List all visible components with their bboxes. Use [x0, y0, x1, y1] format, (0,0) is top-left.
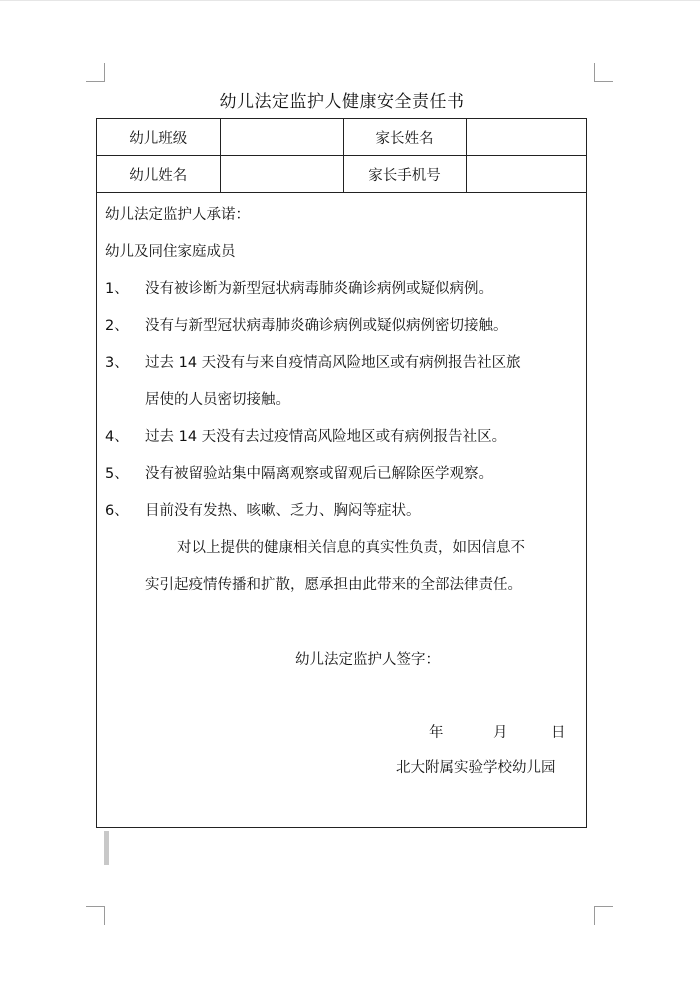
item-number: 5、: [105, 466, 129, 482]
signature-label: 幼儿法定监护人签字：: [295, 652, 440, 668]
item-number: 4、: [105, 429, 129, 445]
item-text: 没有被留验站集中隔离观察或留观后已解除医学观察。: [145, 466, 493, 482]
date-month: 月: [493, 725, 508, 741]
parent-name-label: 家长姓名: [343, 119, 466, 156]
parent-phone-label: 家长手机号: [343, 156, 466, 193]
date-day: 日: [551, 725, 566, 741]
pledge-form: [96, 118, 587, 828]
class-label: 幼儿班级: [97, 119, 220, 156]
parent-name-value-cell[interactable]: [466, 119, 586, 156]
pledge-heading: 幼儿法定监护人承诺：: [105, 207, 250, 223]
child-name-value-cell[interactable]: [220, 156, 343, 193]
item-text: 没有被诊断为新型冠状病毒肺炎确诊病例或疑似病例。: [145, 281, 493, 297]
date-year: 年: [429, 725, 444, 741]
parent-phone-value-cell[interactable]: [466, 156, 586, 193]
declaration-line-1: 对以上提供的健康相关信息的真实性负责，如因信息不: [177, 540, 525, 556]
school-name: 北大附属实验学校幼儿园: [396, 760, 556, 776]
item-text: 目前没有发热、咳嗽、乏力、胸闷等症状。: [145, 503, 421, 519]
crop-mark-bottom-right: [594, 906, 613, 925]
item-continuation: 居使的人员密切接触。: [145, 392, 290, 408]
item-number: 6、: [105, 503, 129, 519]
item-text: 过去 14 天没有与来自疫情高风险地区或有病例报告社区旅: [145, 355, 521, 371]
crop-mark-bottom-left: [86, 906, 105, 925]
item-text: 过去 14 天没有去过疫情高风险地区或有病例报告社区。: [145, 429, 507, 445]
table-row: [97, 119, 586, 156]
crop-mark-top-right: [594, 63, 613, 82]
class-value-cell[interactable]: [220, 119, 343, 156]
text-cursor-marker: [104, 831, 109, 865]
pledge-subject: 幼儿及同住家庭成员: [105, 244, 236, 260]
crop-mark-top-left: [86, 63, 105, 82]
item-number: 1、: [105, 281, 129, 297]
table-row: [97, 156, 586, 193]
item-number: 3、: [105, 355, 129, 371]
declaration-line-2: 实引起疫情传播和扩散，愿承担由此带来的全部法律责任。: [145, 577, 522, 593]
item-number: 2、: [105, 318, 129, 334]
item-text: 没有与新型冠状病毒肺炎确诊病例或疑似病例密切接触。: [145, 318, 508, 334]
document-title: 幼儿法定监护人健康安全责任书: [219, 92, 465, 112]
info-table: [97, 119, 586, 193]
child-name-label: 幼儿姓名: [97, 156, 220, 193]
